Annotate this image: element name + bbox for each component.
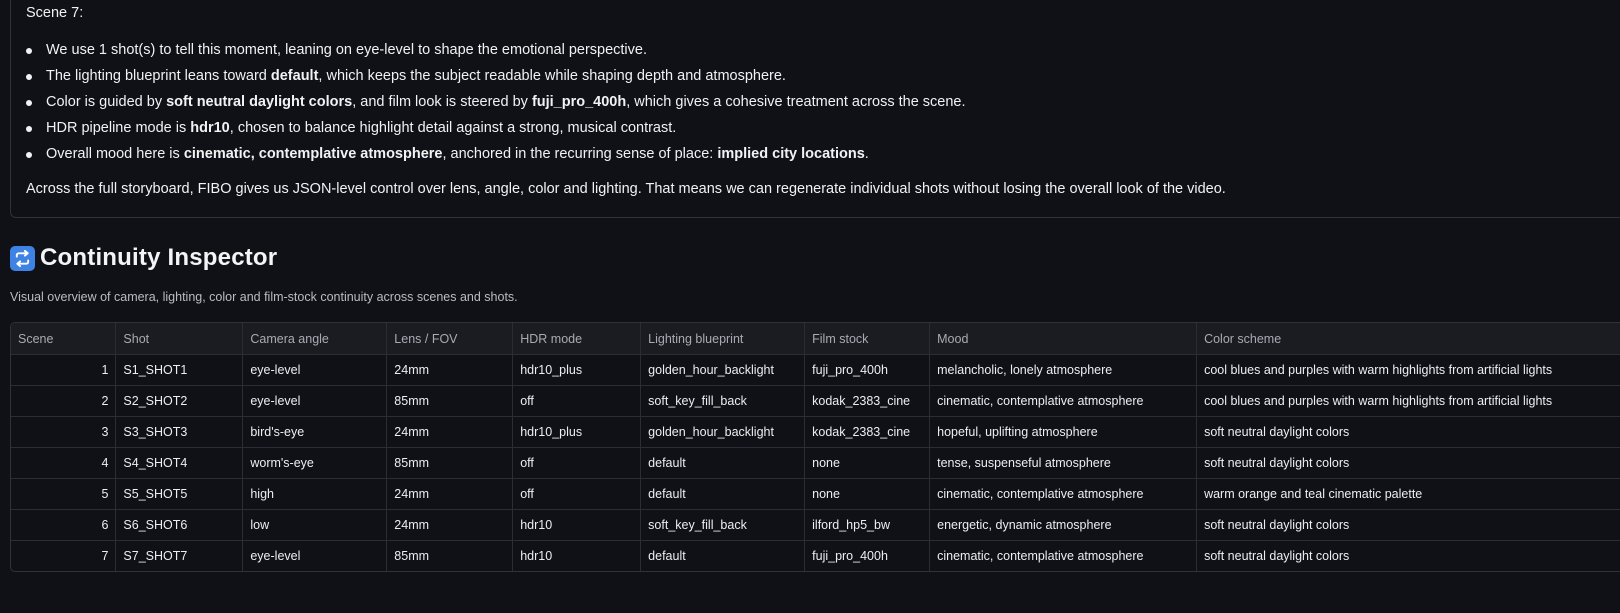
cell-mood[interactable]: cinematic, contemplative atmosphere bbox=[930, 541, 1197, 572]
cell-lighting[interactable]: default bbox=[641, 541, 805, 572]
cell-lens[interactable]: 24mm bbox=[387, 417, 513, 448]
scene-bullet-list bbox=[26, 40, 966, 170]
bullet-color: Color is guided by soft neutral daylight colors, and film look is steered by fuji_pro_400h, which gives a cohesive treatment across the scene. bbox=[26, 92, 966, 118]
cell-scene[interactable]: 3 bbox=[11, 417, 116, 448]
cell-shot[interactable]: S5_SHOT5 bbox=[116, 479, 243, 510]
continuity-inspector-title: Continuity Inspector bbox=[40, 244, 278, 271]
cell-mood[interactable]: melancholic, lonely atmosphere bbox=[930, 355, 1197, 386]
cell-film-stock[interactable]: fuji_pro_400h bbox=[805, 355, 930, 386]
continuity-inspector-heading bbox=[10, 243, 277, 273]
cell-lens[interactable]: 85mm bbox=[387, 386, 513, 417]
column-header-scene[interactable]: Scene bbox=[11, 323, 116, 355]
cell-color-scheme[interactable]: soft neutral daylight colors bbox=[1197, 417, 1620, 448]
cell-mood[interactable]: cinematic, contemplative atmosphere bbox=[930, 386, 1197, 417]
cell-color-scheme[interactable]: soft neutral daylight colors bbox=[1197, 510, 1620, 541]
cell-mood[interactable]: tense, suspenseful atmosphere bbox=[930, 448, 1197, 479]
cell-shot[interactable]: S1_SHOT1 bbox=[116, 355, 243, 386]
cell-camera-angle[interactable]: eye-level bbox=[243, 355, 387, 386]
table-row bbox=[11, 448, 1620, 479]
cell-camera-angle[interactable]: high bbox=[243, 479, 387, 510]
cell-hdr-mode[interactable]: off bbox=[513, 479, 641, 510]
cell-hdr-mode[interactable]: hdr10 bbox=[513, 541, 641, 572]
table-row bbox=[11, 541, 1620, 572]
bullet-shot-count: We use 1 shot(s) to tell this moment, leaning on eye-level to shape the emotional perspective. bbox=[26, 40, 966, 66]
cell-lighting[interactable]: golden_hour_backlight bbox=[641, 355, 805, 386]
cell-lighting[interactable]: default bbox=[641, 448, 805, 479]
cell-color-scheme[interactable]: soft neutral daylight colors bbox=[1197, 448, 1620, 479]
cell-shot[interactable]: S7_SHOT7 bbox=[116, 541, 243, 572]
table-row bbox=[11, 417, 1620, 448]
table-header-row bbox=[11, 323, 1620, 355]
column-header-lens[interactable]: Lens / FOV bbox=[387, 323, 513, 355]
column-header-color-scheme[interactable]: Color scheme bbox=[1197, 323, 1620, 355]
cell-hdr-mode[interactable]: off bbox=[513, 386, 641, 417]
cell-color-scheme[interactable]: cool blues and purples with warm highlights from artificial lights bbox=[1197, 355, 1620, 386]
column-header-camera-angle[interactable]: Camera angle bbox=[243, 323, 387, 355]
cell-lighting[interactable]: soft_key_fill_back bbox=[641, 386, 805, 417]
cell-film-stock[interactable]: kodak_2383_cine bbox=[805, 386, 930, 417]
column-header-mood[interactable]: Mood bbox=[930, 323, 1197, 355]
cell-shot[interactable]: S2_SHOT2 bbox=[116, 386, 243, 417]
column-header-shot[interactable]: Shot bbox=[116, 323, 243, 355]
cell-camera-angle[interactable]: eye-level bbox=[243, 541, 387, 572]
cell-camera-angle[interactable]: low bbox=[243, 510, 387, 541]
cell-color-scheme[interactable]: warm orange and teal cinematic palette bbox=[1197, 479, 1620, 510]
cell-mood[interactable]: hopeful, uplifting atmosphere bbox=[930, 417, 1197, 448]
scene-title: Scene 7: bbox=[26, 5, 84, 21]
cell-shot[interactable]: S4_SHOT4 bbox=[116, 448, 243, 479]
cell-mood[interactable]: energetic, dynamic atmosphere bbox=[930, 510, 1197, 541]
bullet-hdr: HDR pipeline mode is hdr10, chosen to balance highlight detail against a strong, musical contrast. bbox=[26, 118, 966, 144]
repeat-icon bbox=[10, 246, 35, 271]
cell-lens[interactable]: 24mm bbox=[387, 355, 513, 386]
cell-hdr-mode[interactable]: off bbox=[513, 448, 641, 479]
cell-scene[interactable]: 7 bbox=[11, 541, 116, 572]
cell-color-scheme[interactable]: soft neutral daylight colors bbox=[1197, 541, 1620, 572]
cell-lighting[interactable]: default bbox=[641, 479, 805, 510]
cell-film-stock[interactable]: fuji_pro_400h bbox=[805, 541, 930, 572]
cell-scene[interactable]: 1 bbox=[11, 355, 116, 386]
cell-color-scheme[interactable]: cool blues and purples with warm highlights from artificial lights bbox=[1197, 386, 1620, 417]
cell-lens[interactable]: 85mm bbox=[387, 448, 513, 479]
continuity-inspector-subtitle: Visual overview of camera, lighting, color and film-stock continuity across scenes and shots. bbox=[10, 290, 518, 304]
cell-film-stock[interactable]: none bbox=[805, 479, 930, 510]
cell-lens[interactable]: 24mm bbox=[387, 510, 513, 541]
cell-film-stock[interactable]: kodak_2383_cine bbox=[805, 417, 930, 448]
column-header-film-stock[interactable]: Film stock bbox=[805, 323, 930, 355]
cell-lens[interactable]: 24mm bbox=[387, 479, 513, 510]
cell-scene[interactable]: 5 bbox=[11, 479, 116, 510]
cell-lighting[interactable]: golden_hour_backlight bbox=[641, 417, 805, 448]
continuity-table[interactable] bbox=[10, 322, 1620, 572]
column-header-lighting[interactable]: Lighting blueprint bbox=[641, 323, 805, 355]
cell-camera-angle[interactable]: eye-level bbox=[243, 386, 387, 417]
cell-mood[interactable]: cinematic, contemplative atmosphere bbox=[930, 479, 1197, 510]
column-header-hdr-mode[interactable]: HDR mode bbox=[513, 323, 641, 355]
cell-camera-angle[interactable]: bird's-eye bbox=[243, 417, 387, 448]
cell-camera-angle[interactable]: worm's-eye bbox=[243, 448, 387, 479]
cell-lens[interactable]: 85mm bbox=[387, 541, 513, 572]
table-row bbox=[11, 510, 1620, 541]
cell-scene[interactable]: 4 bbox=[11, 448, 116, 479]
cell-scene[interactable]: 2 bbox=[11, 386, 116, 417]
cell-hdr-mode[interactable]: hdr10_plus bbox=[513, 355, 641, 386]
cell-shot[interactable]: S6_SHOT6 bbox=[116, 510, 243, 541]
storyboard-summary: Across the full storyboard, FIBO gives us JSON-level control over lens, angle, color and lighting. That means we can regenerate individual shots without losing the overall look of the video. bbox=[26, 181, 1226, 197]
bullet-mood: Overall mood here is cinematic, contemplative atmosphere, anchored in the recurring sense of place: implied city locations. bbox=[26, 144, 966, 170]
cell-film-stock[interactable]: none bbox=[805, 448, 930, 479]
bullet-lighting: The lighting blueprint leans toward default, which keeps the subject readable while shaping depth and atmosphere. bbox=[26, 66, 966, 92]
cell-lighting[interactable]: soft_key_fill_back bbox=[641, 510, 805, 541]
table-row bbox=[11, 386, 1620, 417]
cell-scene[interactable]: 6 bbox=[11, 510, 116, 541]
cell-shot[interactable]: S3_SHOT3 bbox=[116, 417, 243, 448]
cell-hdr-mode[interactable]: hdr10_plus bbox=[513, 417, 641, 448]
table-row bbox=[11, 355, 1620, 386]
cell-hdr-mode[interactable]: hdr10 bbox=[513, 510, 641, 541]
table-row bbox=[11, 479, 1620, 510]
cell-film-stock[interactable]: ilford_hp5_bw bbox=[805, 510, 930, 541]
